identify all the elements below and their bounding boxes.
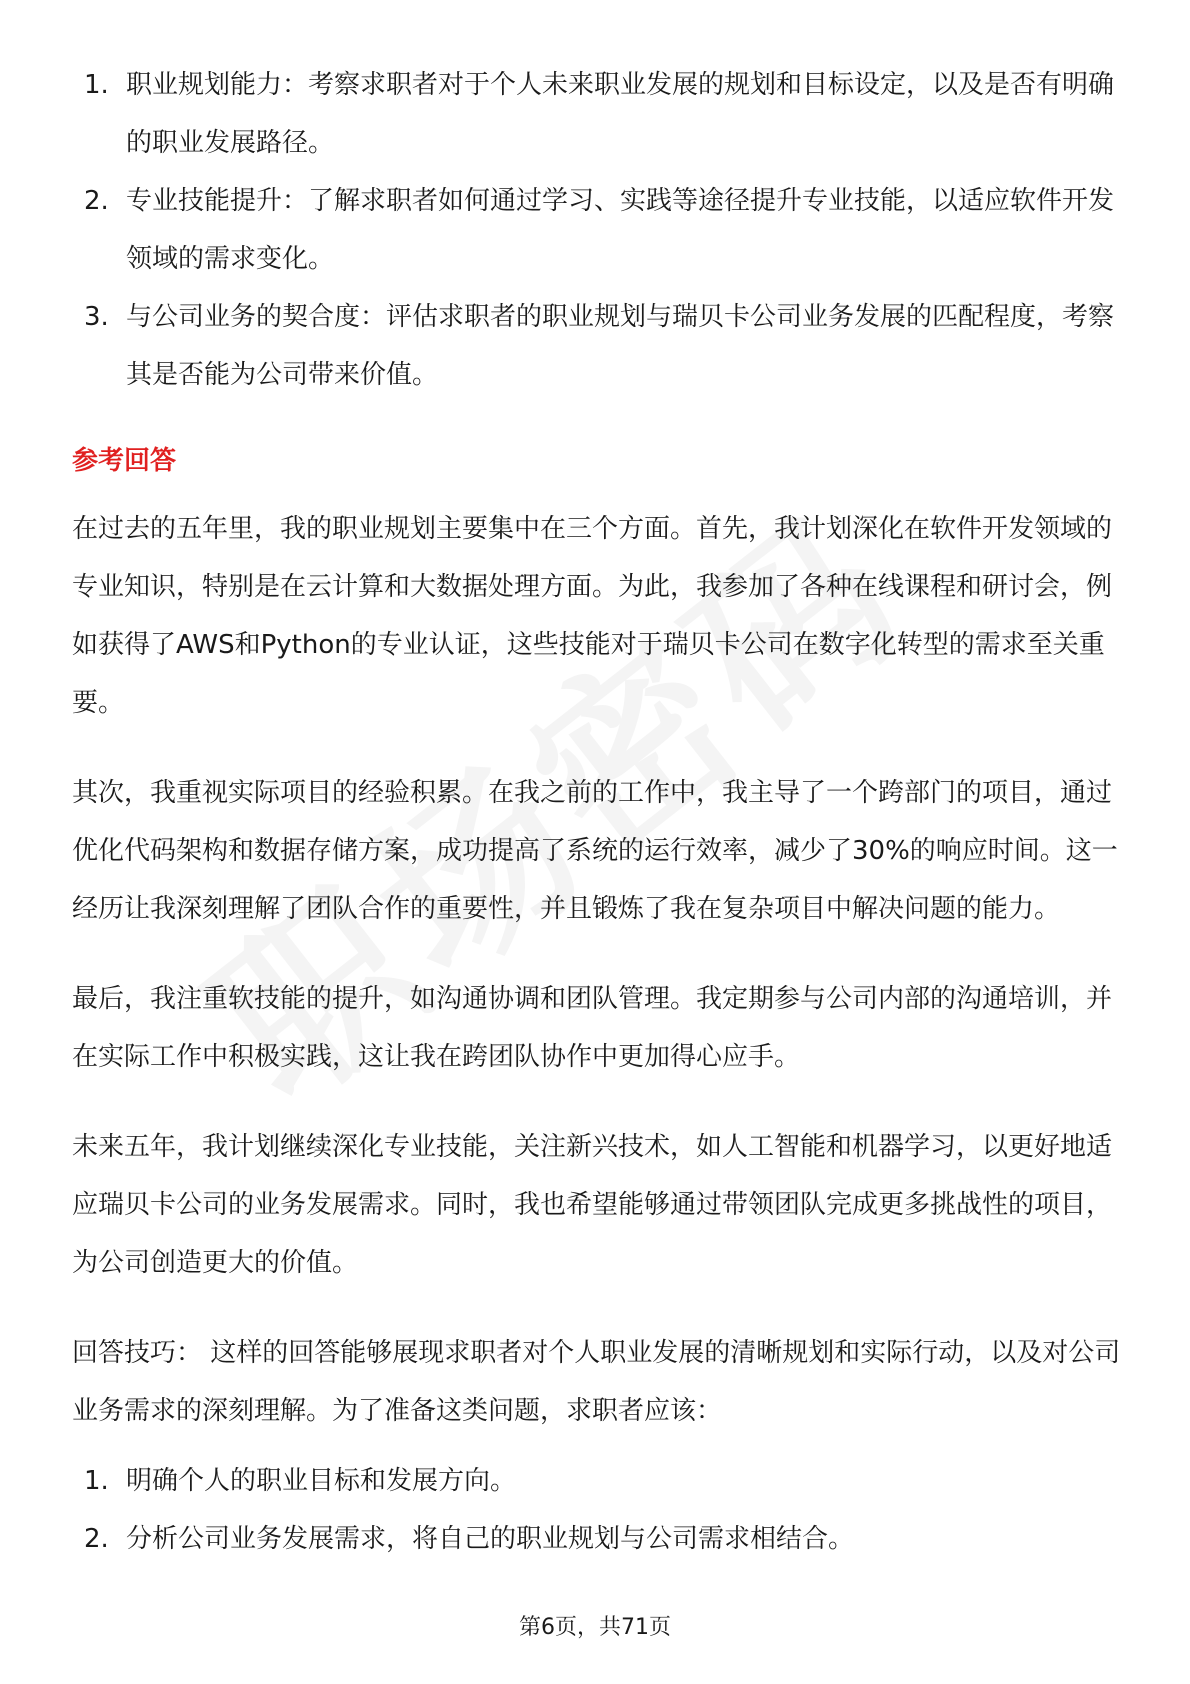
tips-paragraph: 回答技巧： 这样的回答能够展现求职者对个人职业发展的清晰规划和实际行动，以及对公司业务需求的深刻理解。为了准备这类问题，求职者应该： [72, 1338, 1121, 1426]
list-item [72, 1452, 1122, 1510]
page-content [72, 56, 1122, 1568]
answer-heading: 参考回答 [72, 446, 177, 476]
list-number: 3. [84, 302, 109, 332]
list-text: 明确个人的职业目标和发展方向。 [126, 1466, 517, 1496]
list-item [72, 56, 1122, 172]
answer-paragraph: 最后，我注重软技能的提升，如沟通协调和团队管理。我定期参与公司内部的沟通培训，并在实际工作中积极实践，这让我在跨团队协作中更加得心应手。 [72, 984, 1113, 1072]
list-text: 分析公司业务发展需求，将自己的职业规划与公司需求相结合。 [126, 1524, 855, 1554]
list-text: 职业规划能力：考察求职者对于个人未来职业发展的规划和目标设定，以及是否有明确的职业发展路径。 [126, 70, 1115, 158]
answer-paragraph: 其次，我重视实际项目的经验积累。在我之前的工作中，我主导了一个跨部门的项目，通过优化代码架构和数据存储方案，成功提高了系统的运行效率，减少了30%的响应时间。这一经历让我深刻理解了团队合作的重要性，并且锻炼了我在复杂项目中解决问题的能力。 [72, 778, 1118, 924]
list-item [72, 288, 1122, 404]
list-text: 与公司业务的契合度：评估求职者的职业规划与瑞贝卡公司业务发展的匹配程度，考察其是否能为公司带来价值。 [126, 302, 1115, 390]
page-footer: 第6页，共71页 [519, 1615, 671, 1640]
list-text: 专业技能提升：了解求职者如何通过学习、实践等途径提升专业技能，以适应软件开发领域的需求变化。 [126, 186, 1115, 274]
list-number: 1. [84, 70, 109, 100]
list-number: 2. [84, 1524, 109, 1554]
tips-list [72, 1452, 1122, 1568]
list-number: 2. [84, 186, 109, 216]
list-item [72, 172, 1122, 288]
answer-paragraph: 未来五年，我计划继续深化专业技能，关注新兴技术，如人工智能和机器学习，以更好地适应瑞贝卡公司的业务发展需求。同时，我也希望能够通过带领团队完成更多挑战性的项目，为公司创造更大的价值。 [72, 1132, 1113, 1278]
answer-paragraph: 在过去的五年里，我的职业规划主要集中在三个方面。首先，我计划深化在软件开发领域的专业知识，特别是在云计算和大数据处理方面。为此，我参加了各种在线课程和研讨会，例如获得了AWS和Python的专业认证，这些技能对于瑞贝卡公司在数字化转型的需求至关重要。 [72, 514, 1113, 718]
list-number: 1. [84, 1466, 109, 1496]
list-item [72, 1510, 1122, 1568]
criteria-list [72, 56, 1122, 404]
